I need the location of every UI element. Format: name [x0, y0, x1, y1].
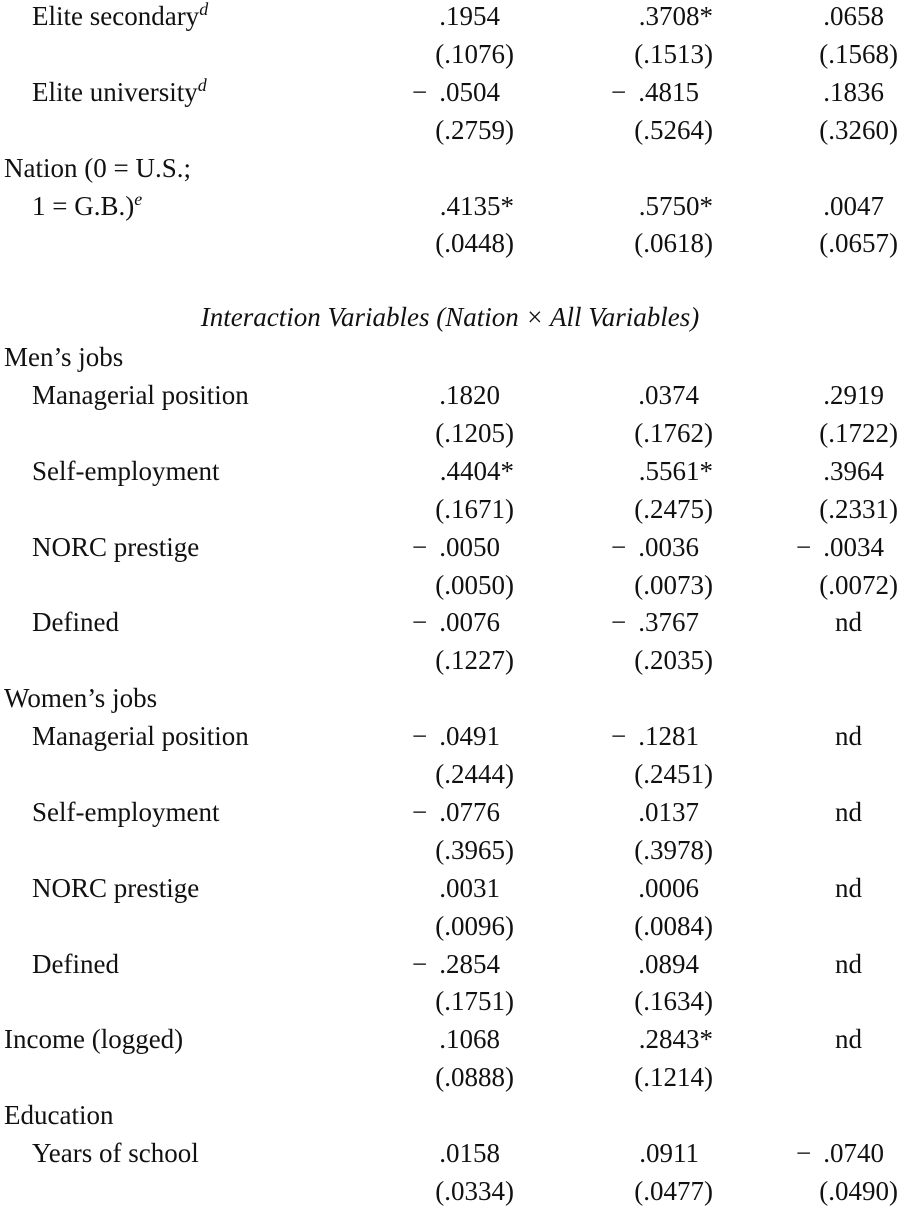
- coefficient-cell: [611, 74, 699, 110]
- coefficient-cell: .4135*: [439, 190, 514, 221]
- standard-error-cell: (.1722): [819, 417, 898, 448]
- row-label: [32, 870, 199, 906]
- minus-sign: −: [412, 721, 428, 752]
- minus-sign: −: [611, 76, 627, 107]
- row-label-text: Elite university: [32, 76, 198, 107]
- standard-error-cell: (.0477): [634, 1175, 713, 1206]
- table-row-stderr: [0, 642, 900, 678]
- standard-error-cell: (.2331): [819, 493, 898, 524]
- no-data-cell: nd: [835, 1024, 862, 1055]
- table-row-stderr: [0, 1173, 900, 1209]
- standard-error-cell: (.0084): [634, 910, 713, 941]
- row-label: [32, 453, 219, 489]
- coefficient-value: .0036: [638, 531, 699, 562]
- minus-sign: −: [412, 796, 428, 827]
- coefficient-cell: .3964: [823, 455, 884, 486]
- footnote-marker: d: [197, 74, 207, 95]
- table-row-stderr: [0, 567, 900, 603]
- standard-error-cell: (.1205): [435, 417, 514, 448]
- row-label-text: NORC prestige: [32, 531, 200, 562]
- coefficient-cell: [412, 74, 500, 110]
- coefficient-cell: [412, 604, 500, 640]
- row-label-text: 1 = G.B.): [32, 190, 135, 221]
- coefficient-cell: .0911: [639, 1138, 699, 1168]
- row-label-text: Education: [4, 1100, 114, 1131]
- no-data-cell: nd: [835, 948, 862, 979]
- no-data-cell: nd: [835, 607, 862, 638]
- table-row-stderr: [0, 832, 900, 868]
- table-row-stderr: [0, 415, 900, 451]
- standard-error-cell: (.0888): [435, 1062, 514, 1093]
- table-row-stderr: [0, 1059, 900, 1095]
- table-row-stderr: [0, 491, 900, 527]
- row-label-text: Managerial position: [32, 380, 249, 410]
- standard-error-cell: (.1751): [435, 986, 514, 1017]
- minus-sign: −: [412, 531, 428, 562]
- table-row: [0, 188, 900, 224]
- footnote-marker: d: [199, 0, 209, 19]
- row-label: [32, 946, 119, 982]
- coefficient-cell: .0006: [638, 872, 699, 903]
- row-label: [32, 794, 219, 830]
- coefficient-cell: .0374: [638, 380, 699, 410]
- coefficient-cell: .4404*: [439, 455, 514, 486]
- coefficient-cell: [611, 718, 699, 754]
- table-row-stderr: [0, 112, 900, 148]
- row-label: [32, 1135, 199, 1171]
- coefficient-cell: .0047: [823, 190, 884, 221]
- standard-error-cell: (.2475): [634, 493, 713, 524]
- coefficient-cell: .2843*: [638, 1024, 713, 1055]
- footnote-marker: e: [134, 188, 143, 209]
- row-label-text: Elite secondary: [32, 1, 200, 31]
- standard-error-cell: (.0490): [819, 1175, 898, 1206]
- standard-error-cell: (.0618): [634, 228, 713, 259]
- table-row-stderr: [0, 36, 900, 72]
- coefficient-cell: [412, 794, 500, 830]
- coefficient-value: .3767: [638, 607, 699, 638]
- standard-error-cell: (.3978): [634, 834, 713, 865]
- coefficient-value: .4815: [638, 76, 699, 107]
- table-row-stderr: [0, 225, 900, 261]
- row-label-text: Defined: [32, 948, 119, 979]
- coefficient-cell: .0031: [439, 872, 500, 903]
- standard-error-cell: (.2444): [435, 759, 514, 789]
- standard-error-cell: (.0073): [634, 569, 713, 600]
- table-row: [0, 74, 900, 110]
- standard-error-cell: (.3260): [819, 114, 898, 145]
- coefficient-cell: .1068: [439, 1024, 500, 1055]
- coefficient-cell: .0158: [439, 1138, 500, 1168]
- minus-sign: −: [796, 531, 812, 562]
- table-row: [0, 946, 900, 982]
- table-row: [0, 1021, 900, 1057]
- row-label: [4, 150, 191, 186]
- row-label: [32, 377, 249, 413]
- coefficient-cell: .1836: [823, 76, 884, 107]
- coefficient-cell: .0658: [823, 1, 884, 31]
- standard-error-cell: (.1076): [435, 38, 514, 69]
- table-row-stderr: [0, 756, 900, 792]
- standard-error-cell: (.0050): [435, 569, 514, 600]
- coefficient-value: .0034: [823, 531, 884, 562]
- standard-error-cell: (.3965): [435, 834, 514, 865]
- row-label: [4, 339, 123, 375]
- standard-error-cell: (.1762): [634, 417, 713, 448]
- standard-error-cell: (.2035): [634, 645, 713, 676]
- no-data-cell: nd: [835, 721, 862, 752]
- row-label-text: Men’s jobs: [4, 342, 124, 373]
- standard-error-cell: (.1671): [435, 493, 514, 524]
- row-label-text: Women’s jobs: [4, 683, 158, 714]
- no-data-cell: nd: [835, 872, 862, 903]
- coefficient-cell: .5750*: [638, 190, 713, 221]
- standard-error-cell: (.1568): [819, 38, 898, 69]
- coefficient-value: .0740: [823, 1138, 884, 1168]
- standard-error-cell: (.2451): [634, 759, 713, 789]
- coefficient-cell: .1820: [439, 380, 500, 410]
- table-row-stderr: [0, 908, 900, 944]
- row-label-text: Income (logged): [4, 1024, 184, 1055]
- coefficient-value: .0050: [439, 531, 500, 562]
- row-label-text: Managerial position: [32, 721, 249, 752]
- coefficient-cell: .0894: [638, 948, 699, 979]
- coefficient-value: .1281: [638, 721, 699, 752]
- row-label: [32, 74, 207, 110]
- table-row: [0, 339, 900, 375]
- standard-error-cell: (.1634): [634, 986, 713, 1017]
- row-label: [4, 1097, 113, 1133]
- table-row: [0, 794, 900, 830]
- no-data-cell: nd: [835, 796, 862, 827]
- coefficient-cell: [796, 529, 884, 565]
- table-row: [0, 529, 900, 565]
- standard-error-cell: (.0096): [435, 910, 514, 941]
- row-label: [32, 188, 142, 224]
- row-label-text: Years of school: [32, 1138, 199, 1168]
- coefficient-cell: [412, 529, 500, 565]
- coefficient-cell: [611, 604, 699, 640]
- minus-sign: −: [796, 1138, 812, 1168]
- table-row: [0, 718, 900, 754]
- standard-error-cell: (.0657): [819, 228, 898, 259]
- row-label-text: NORC prestige: [32, 872, 200, 903]
- minus-sign: −: [611, 721, 627, 752]
- coefficient-cell: .0137: [638, 796, 699, 827]
- row-label: [32, 529, 199, 565]
- table-row: [0, 680, 900, 716]
- coefficient-cell: .5561*: [638, 455, 713, 486]
- minus-sign: −: [412, 948, 428, 979]
- row-label-text: Self-employment: [32, 796, 220, 827]
- section-title: Interaction Variables (Nation × All Variables): [200, 302, 700, 333]
- row-label-text: Defined: [32, 607, 119, 638]
- row-label: [4, 680, 157, 716]
- coefficient-cell: [611, 529, 699, 565]
- coefficient-value: .0504: [439, 76, 500, 107]
- minus-sign: −: [611, 607, 627, 638]
- table-row: [0, 377, 900, 413]
- standard-error-cell: (.2759): [435, 114, 514, 145]
- table-row: [0, 150, 900, 186]
- coefficient-value: .0776: [439, 796, 500, 827]
- coefficient-cell: [412, 718, 500, 754]
- coefficient-cell: .2919: [823, 380, 884, 410]
- table-row-stderr: [0, 983, 900, 1019]
- standard-error-cell: (.1227): [435, 645, 514, 676]
- row-label: [32, 604, 119, 640]
- standard-error-cell: (.0334): [435, 1175, 514, 1206]
- coefficient-value: .0076: [439, 607, 500, 638]
- minus-sign: −: [412, 607, 428, 638]
- coefficient-cell: .1954: [439, 1, 500, 31]
- row-label: [32, 718, 249, 754]
- row-label-text: Self-employment: [32, 455, 220, 486]
- standard-error-cell: (.1513): [634, 38, 713, 69]
- table-row: [0, 1097, 900, 1133]
- minus-sign: −: [611, 531, 627, 562]
- table-row: [0, 1135, 900, 1171]
- table-row: [0, 604, 900, 640]
- row-label: [32, 0, 208, 34]
- row-label: [4, 1021, 183, 1057]
- row-label-text: Nation (0 = U.S.;: [4, 152, 191, 183]
- standard-error-cell: (.5264): [634, 114, 713, 145]
- standard-error-cell: (.0448): [435, 228, 514, 259]
- standard-error-cell: (.0072): [819, 569, 898, 600]
- coefficient-cell: [412, 946, 500, 982]
- table-row: [0, 0, 900, 34]
- coefficient-cell: [796, 1135, 884, 1171]
- standard-error-cell: (.1214): [634, 1062, 713, 1093]
- table-row: [0, 870, 900, 906]
- table-row: [0, 453, 900, 489]
- coefficient-cell: .3708*: [638, 1, 713, 31]
- coefficient-value: .2854: [439, 948, 500, 979]
- coefficient-value: .0491: [439, 721, 500, 752]
- minus-sign: −: [412, 76, 428, 107]
